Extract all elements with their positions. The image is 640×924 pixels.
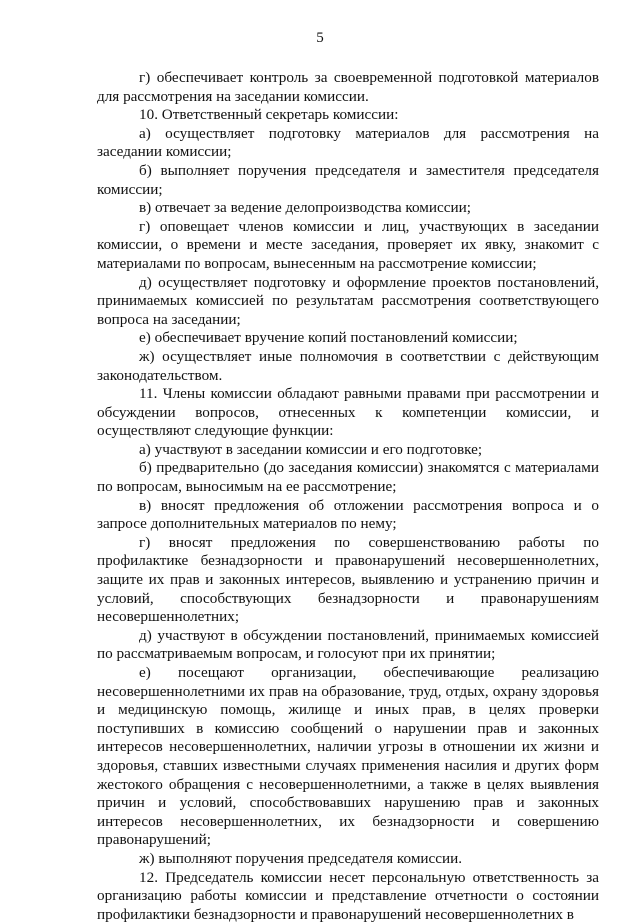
page-number: 5	[316, 30, 324, 46]
paragraph-secretary-a: а) осуществляет подготовку материалов для рассмотрения на заседании комиссии;	[97, 124, 599, 161]
paragraph-members-b: б) предварительно (до заседания комиссии) знакомятся с материалами по вопросам, выносимым на ее рассмотрение;	[97, 459, 599, 496]
document-body	[97, 69, 599, 924]
paragraph-secretary-d: д) осуществляет подготовку и оформление проектов постановлений, принимаемых комиссией по результатам рассмотрения соответствующего вопроса на заседании;	[97, 273, 599, 328]
paragraph-secretary-g: г) оповещает членов комиссии и лиц, участвующих в заседании комиссии, о времени и месте заседания, проверяет их явку, знакомит с материалами по вопросам, вынесенным на рассмотрение комиссии;	[97, 217, 599, 272]
paragraph-secretary-heading: 10. Ответственный секретарь комиссии:	[139, 106, 399, 124]
paragraph-control-materials: г) обеспечивает контроль за своевременной подготовкой материалов для рассмотрения на заседании комиссии.	[97, 69, 599, 105]
paragraph-members-heading: 11. Члены комиссии обладают равными правами при рассмотрении и обсуждении вопросов, отнесенных к компетенции комиссии, и осуществляют следующие функции:	[97, 385, 599, 440]
paragraph-members-zh: ж) выполняют поручения председателя комиссии.	[139, 849, 463, 867]
paragraph-members-e: е) посещают организации, обеспечивающие реализацию несовершеннолетними их прав на образование, труд, отдых, охрану здоровья и медицинскую помощь, жилище и иных прав, в целях проверки поступивших в комиссию сообщений о нарушении прав и законных интересов несовершеннолетних, наличии угрозы в отношении их жизни и здоровья, ставших известными случаях применения насилия и других форм жестокого обращения с несовершеннолетними, а также в целях выявления причин и условий, способствовавших нарушению прав и законных интересов несовершеннолетних, их безнадзорности и совершению правонарушений;	[97, 664, 599, 849]
paragraph-members-d: д) участвуют в обсуждении постановлений, принимаемых комиссией по рассматриваемым вопросам, и голосуют при их принятии;	[97, 626, 599, 663]
paragraph-members-a: а) участвуют в заседании комиссии и его подготовке;	[139, 440, 483, 458]
paragraph-chairman-responsibility: 12. Председатель комиссии несет персональную ответственность за организацию работы комиссии и представление отчетности о состоянии профилактики безнадзорности и правонарушений несовершеннолетних в	[97, 868, 599, 923]
paragraph-secretary-b: б) выполняет поручения председателя и заместителя председателя комиссии;	[97, 161, 599, 198]
paragraph-secretary-e: е) обеспечивает вручение копий постановлений комиссии;	[139, 329, 518, 347]
paragraph-members-g: г) вносят предложения по совершенствованию работы по профилактике безнадзорности и правонарушений несовершеннолетних, защите их прав и законных интересов, выявлению и устранению причин и условий, способствующих безнадзорности и правонарушениям несовершеннолетних;	[97, 533, 599, 626]
paragraph-members-v: в) вносят предложения об отложении рассмотрения вопроса и о запросе дополнительных материалов по нему;	[97, 496, 599, 533]
paragraph-secretary-zh: ж) осуществляет иные полномочия в соответствии с действующим законодательством.	[97, 347, 599, 384]
paragraph-secretary-v: в) отвечает за ведение делопроизводства комиссии;	[139, 199, 472, 217]
